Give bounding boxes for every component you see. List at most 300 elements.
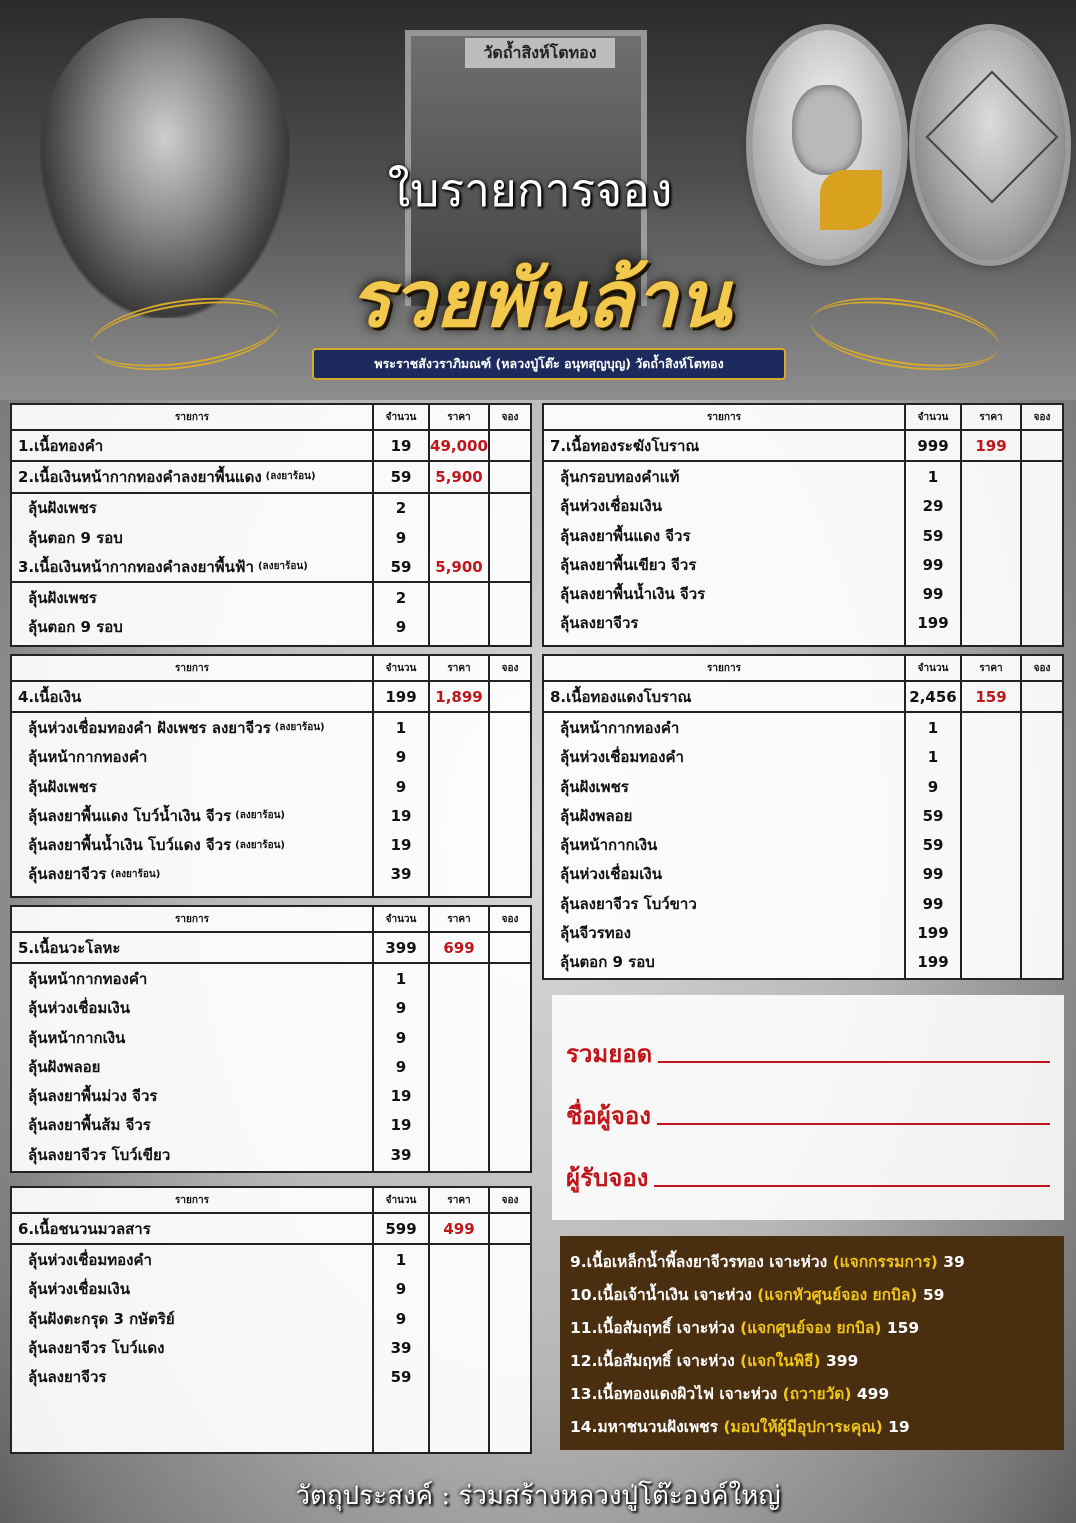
item-price: 499 xyxy=(428,1214,488,1243)
table-empty-fill xyxy=(544,977,1062,978)
col-header-book: จอง xyxy=(488,405,530,429)
item-price xyxy=(960,830,1020,859)
item-price xyxy=(428,583,488,612)
item-name xyxy=(12,1362,372,1391)
item-book-cell[interactable] xyxy=(1020,492,1062,521)
medal-front-image xyxy=(752,30,902,260)
total-label: รวมยอด xyxy=(566,1039,653,1068)
item-name-text: ลุ้นห่วงเชื่อมเงิน xyxy=(560,865,662,884)
item-name xyxy=(12,523,372,552)
table-items-1-3 xyxy=(10,403,532,647)
col-header-price: ราคา xyxy=(428,1188,488,1212)
item-qty: 9 xyxy=(372,1304,428,1333)
item-price: 5,900 xyxy=(428,462,488,491)
special-item-text: 9.เนื้อเหล็กน้ำพี้ลงยาจีวรทอง เจาะห่วง xyxy=(570,1253,828,1271)
item-price: 199 xyxy=(960,431,1020,460)
item-book-cell[interactable] xyxy=(488,462,530,491)
table-row-sub xyxy=(12,801,530,830)
special-item-qty: 19 xyxy=(888,1418,910,1436)
item-price xyxy=(428,1023,488,1052)
item-name-text: ลุ้นฝังพลอย xyxy=(560,806,633,825)
col-header-price: ราคา xyxy=(428,405,488,429)
empty-cell xyxy=(428,642,488,645)
item-name xyxy=(544,682,904,711)
item-book-cell[interactable] xyxy=(488,933,530,962)
item-book-cell[interactable] xyxy=(1020,521,1062,550)
empty-cell xyxy=(488,642,530,645)
page-title: ใบรายการจอง xyxy=(387,163,673,217)
item-qty: 2 xyxy=(372,494,428,523)
table-row-sub xyxy=(544,550,1062,579)
item-name-text: ลุ้นลงยาจีวร xyxy=(28,1368,107,1387)
item-qty: 19 xyxy=(372,1111,428,1140)
item-name xyxy=(544,609,904,638)
item-name xyxy=(12,1214,372,1243)
table-row-sub xyxy=(544,743,1062,772)
item-name-text: ลุ้นกรอบทองคำแท้ xyxy=(560,467,680,486)
item-name-text: ลุ้นหน้ากากเงิน xyxy=(28,1028,126,1047)
special-item xyxy=(570,1411,1054,1444)
empty-cell xyxy=(960,638,1020,645)
item-name xyxy=(544,772,904,801)
item-qty: 59 xyxy=(372,462,428,491)
booker-name-input-line[interactable] xyxy=(657,1122,1050,1125)
col-header-qty: จำนวน xyxy=(904,405,960,429)
item-price: 159 xyxy=(960,682,1020,711)
special-item-qty: 39 xyxy=(943,1253,965,1271)
booking-form xyxy=(552,995,1064,1220)
item-book-cell[interactable] xyxy=(1020,682,1062,711)
empty-cell xyxy=(1020,977,1062,978)
item-qty: 9 xyxy=(372,1052,428,1081)
item-book-cell[interactable] xyxy=(1020,550,1062,579)
table-inner xyxy=(12,907,530,1171)
item-name-text: ลุ้นตอก 9 รอบ xyxy=(28,528,123,547)
item-book-cell[interactable] xyxy=(1020,431,1062,460)
table-row-sub xyxy=(544,772,1062,801)
item-qty: 19 xyxy=(372,1081,428,1110)
table-row-sub xyxy=(12,523,530,552)
empty-cell xyxy=(488,1169,530,1171)
special-item-qty: 399 xyxy=(825,1352,859,1370)
table-header-row xyxy=(12,1188,530,1214)
item-name-text: ลุ้นฝังตะกรุด 3 กษัตริย์ xyxy=(28,1309,175,1328)
table-row-sub xyxy=(12,1275,530,1304)
item-book-cell[interactable] xyxy=(1020,830,1062,859)
item-price xyxy=(428,1275,488,1304)
item-name xyxy=(12,772,372,801)
table-row-main xyxy=(12,462,530,493)
item-book-cell[interactable] xyxy=(488,743,530,772)
item-book-cell[interactable] xyxy=(488,964,530,993)
item-name xyxy=(12,801,372,830)
special-item-note: (แจกศูนย์จอง ยกบิล) xyxy=(740,1319,882,1337)
item-qty: 9 xyxy=(372,772,428,801)
item-book-cell[interactable] xyxy=(1020,579,1062,608)
empty-cell xyxy=(1020,638,1062,645)
table-row-sub xyxy=(12,1304,530,1333)
header-banner-area xyxy=(0,0,1076,400)
col-header-qty: จำนวน xyxy=(904,656,960,680)
table-row-sub xyxy=(12,494,530,523)
item-price xyxy=(960,609,1020,638)
table-row-main xyxy=(12,552,530,583)
item-note: (ลงยาร้อน) xyxy=(265,471,316,483)
table-header-row xyxy=(544,656,1062,682)
item-price xyxy=(960,743,1020,772)
item-book-cell[interactable] xyxy=(1020,462,1062,491)
item-note: (ลงยาร้อน) xyxy=(274,722,325,734)
item-name-text: 6.เนื้อชนวนมวลสาร xyxy=(18,1219,151,1238)
item-name xyxy=(12,1304,372,1333)
special-item-text: 12.เนื้อสัมฤทธิ์ เจาะห่วง xyxy=(570,1352,735,1370)
item-name-text: ลุ้นลงยาพื้นน้ำเงิน จีวร xyxy=(560,585,706,604)
item-name-text: ลุ้นหน้ากากทองคำ xyxy=(28,748,148,767)
table-row-sub xyxy=(544,830,1062,859)
item-name xyxy=(12,830,372,859)
item-name xyxy=(544,431,904,460)
col-header-book: จอง xyxy=(488,656,530,680)
item-book-cell[interactable] xyxy=(488,1362,530,1391)
table-row-sub xyxy=(12,713,530,742)
shrine-sign: วัดถ้ำสิงห์โตทอง xyxy=(465,38,615,68)
item-name-text: ลุ้นฝังเพชร xyxy=(28,499,97,518)
special-item-note: (แจกหัวศูนย์จอง ยกบิล) xyxy=(757,1286,918,1304)
empty-cell xyxy=(428,889,488,896)
item-price xyxy=(428,830,488,859)
table-row-sub xyxy=(12,1111,530,1140)
table-empty-fill xyxy=(12,642,530,645)
purpose-footer: วัตถุประสงค์ : ร่วมสร้างหลวงปู่โต๊ะองค์ใหญ่ xyxy=(295,1481,781,1511)
item-name-text: 1.เนื้อทองคำ xyxy=(18,436,104,455)
table-row-sub xyxy=(544,492,1062,521)
item-qty: 99 xyxy=(904,550,960,579)
item-name xyxy=(12,743,372,772)
empty-cell xyxy=(488,889,530,896)
col-header-name: รายการ xyxy=(175,411,209,423)
special-item xyxy=(570,1246,1054,1279)
item-price xyxy=(960,492,1020,521)
col-header-book: จอง xyxy=(488,907,530,931)
col-header-qty: จำนวน xyxy=(372,1188,428,1212)
special-item xyxy=(570,1345,1054,1378)
item-qty: 9 xyxy=(904,772,960,801)
special-item-note: (มอบให้ผู้มีอุปการะคุณ) xyxy=(723,1418,883,1436)
item-name-text: ลุ้นฝังพลอย xyxy=(28,1057,101,1076)
item-name-text: ลุ้นตอก 9 รอบ xyxy=(28,618,123,637)
empty-cell xyxy=(544,638,904,645)
item-qty: 9 xyxy=(372,994,428,1023)
item-book-cell[interactable] xyxy=(488,1333,530,1362)
item-name xyxy=(12,462,372,491)
item-name-text: 5.เนื้อนวะโลหะ xyxy=(18,938,121,957)
collection-title: รวยพันล้าน xyxy=(349,254,731,345)
item-price xyxy=(428,964,488,993)
item-book-cell[interactable] xyxy=(488,682,530,711)
booker-name-field[interactable] xyxy=(552,1073,1064,1135)
table-inner xyxy=(12,405,530,645)
item-price xyxy=(428,1081,488,1110)
item-book-cell[interactable] xyxy=(488,1245,530,1274)
item-book-cell[interactable] xyxy=(488,801,530,830)
item-qty: 1 xyxy=(372,964,428,993)
empty-cell xyxy=(372,642,428,645)
item-name-text: ลุ้นห่วงเชื่อมเงิน xyxy=(28,1280,130,1299)
special-item-note: (ถวายวัด) xyxy=(782,1385,852,1403)
table-row-sub xyxy=(544,801,1062,830)
item-name xyxy=(544,860,904,889)
item-book-cell[interactable] xyxy=(488,1214,530,1243)
item-name-text: ลุ้นห่วงเชื่อมเงิน xyxy=(28,999,130,1018)
item-book-cell[interactable] xyxy=(488,1304,530,1333)
item-qty: 39 xyxy=(372,1333,428,1362)
item-name-text: ลุ้นฝังเพชร xyxy=(28,589,97,608)
item-qty: 9 xyxy=(372,1275,428,1304)
table-empty-fill xyxy=(12,1392,530,1452)
table-row-sub xyxy=(12,1140,530,1169)
item-name xyxy=(12,1023,372,1052)
item-book-cell[interactable] xyxy=(1020,801,1062,830)
item-name xyxy=(12,552,372,581)
special-item-note: (แจกกรรมการ) xyxy=(832,1253,938,1271)
item-name-text: ลุ้นลงยาจีวร โบว์แดง xyxy=(28,1338,165,1357)
item-name xyxy=(544,492,904,521)
table-inner xyxy=(544,405,1062,645)
item-price xyxy=(960,918,1020,947)
item-name xyxy=(12,994,372,1023)
item-price xyxy=(428,772,488,801)
item-qty: 999 xyxy=(904,431,960,460)
table-empty-fill xyxy=(544,638,1062,645)
item-name-text: 8.เนื้อทองแดงโบราณ xyxy=(550,687,692,706)
item-note: (ลงยาร้อน) xyxy=(110,868,161,880)
item-price xyxy=(960,550,1020,579)
special-item-text: 13.เนื้อทองแดงผิวไฟ เจาะห่วง xyxy=(570,1385,778,1403)
table-row-sub xyxy=(544,860,1062,889)
special-item-text: 10.เนื้อเจ้าน้ำเงิน เจาะห่วง xyxy=(570,1286,752,1304)
item-book-cell[interactable] xyxy=(488,772,530,801)
item-price xyxy=(428,1304,488,1333)
empty-cell xyxy=(372,1169,428,1171)
table-inner xyxy=(544,656,1062,978)
item-name xyxy=(12,964,372,993)
item-qty: 99 xyxy=(904,579,960,608)
item-name-text: ลุ้นลงยาพื้นเขียว จีวร xyxy=(560,555,697,574)
item-name xyxy=(544,462,904,491)
item-book-cell[interactable] xyxy=(488,583,530,612)
table-row-sub xyxy=(544,609,1062,638)
item-price: 5,900 xyxy=(428,552,488,581)
temple-banner: พระราชสังวราภิมณฑ์ (หลวงปู่โต๊ะ อนุทสุญบุญ) วัดถ้ำสิงห์โตทอง xyxy=(312,348,786,380)
item-qty: 9 xyxy=(372,523,428,552)
empty-cell xyxy=(904,977,960,978)
special-item-qty: 499 xyxy=(856,1385,890,1403)
item-name-text: ลุ้นห่วงเชื่อมทองคำ xyxy=(560,748,684,767)
table-row-sub xyxy=(12,1362,530,1391)
item-book-cell[interactable] xyxy=(1020,918,1062,947)
item-book-cell[interactable] xyxy=(1020,713,1062,742)
item-name xyxy=(544,918,904,947)
item-name xyxy=(12,1081,372,1110)
item-qty: 9 xyxy=(372,613,428,642)
item-book-cell[interactable] xyxy=(488,552,530,581)
item-book-cell[interactable] xyxy=(1020,609,1062,638)
table-row-sub xyxy=(544,948,1062,977)
item-book-cell[interactable] xyxy=(1020,743,1062,772)
item-book-cell[interactable] xyxy=(1020,948,1062,977)
empty-cell xyxy=(12,889,372,896)
table-row-sub xyxy=(12,994,530,1023)
item-name-text: 2.เนื้อเงินหน้ากากทองคำลงยาพื้นแดง xyxy=(18,467,262,486)
item-price xyxy=(428,1111,488,1140)
item-name xyxy=(544,830,904,859)
item-price xyxy=(428,860,488,889)
table-row-sub xyxy=(12,613,530,642)
item-book-cell[interactable] xyxy=(1020,889,1062,918)
item-qty: 59 xyxy=(372,552,428,581)
col-header-name: รายการ xyxy=(175,913,209,925)
col-header-book: จอง xyxy=(1020,656,1062,680)
item-name xyxy=(12,860,372,889)
table-header-row xyxy=(12,907,530,933)
item-price xyxy=(428,1245,488,1274)
item-book-cell[interactable] xyxy=(488,431,530,460)
item-name-text: ลุ้นลงยาจีวร xyxy=(28,865,107,884)
item-book-cell[interactable] xyxy=(488,523,530,552)
item-price xyxy=(960,521,1020,550)
item-name xyxy=(12,713,372,742)
item-qty: 199 xyxy=(904,948,960,977)
item-name-text: ลุ้นห่วงเชื่อมทองคำ ฝังเพชร ลงยาจีวร xyxy=(28,718,271,737)
col-header-name: รายการ xyxy=(707,411,741,423)
table-item-7 xyxy=(542,403,1064,647)
item-book-cell[interactable] xyxy=(488,713,530,742)
item-name-text: ลุ้นตอก 9 รอบ xyxy=(560,953,655,972)
table-item-6 xyxy=(10,1186,532,1454)
receiver-label: ผู้รับจอง xyxy=(566,1163,649,1192)
item-name-text: ลุ้นลงยาจีวร xyxy=(560,614,639,633)
item-name xyxy=(544,579,904,608)
empty-cell xyxy=(904,638,960,645)
item-book-cell[interactable] xyxy=(488,1081,530,1110)
empty-cell xyxy=(960,977,1020,978)
empty-cell xyxy=(12,1169,372,1171)
item-qty: 9 xyxy=(372,1023,428,1052)
item-price xyxy=(428,494,488,523)
item-qty: 29 xyxy=(904,492,960,521)
receiver-field[interactable] xyxy=(552,1135,1064,1197)
table-row-sub xyxy=(544,713,1062,742)
table-header-row xyxy=(12,405,530,431)
item-book-cell[interactable] xyxy=(488,613,530,642)
item-qty: 399 xyxy=(372,933,428,962)
item-note: (ลงยาร้อน) xyxy=(235,839,285,851)
table-row-sub xyxy=(12,1023,530,1052)
special-item-qty: 159 xyxy=(886,1319,920,1337)
item-name xyxy=(12,1245,372,1274)
receiver-input-line[interactable] xyxy=(654,1184,1050,1187)
medal-back-image xyxy=(915,30,1065,260)
item-note: (ลงยาร้อน) xyxy=(257,561,308,573)
table-row-sub xyxy=(12,1333,530,1362)
special-items-list xyxy=(560,1236,1064,1450)
col-header-price: ราคา xyxy=(960,656,1020,680)
item-qty: 2 xyxy=(372,583,428,612)
item-name-text: ลุ้นห่วงเชื่อมทองคำ xyxy=(28,1250,152,1269)
item-price xyxy=(960,713,1020,742)
item-qty: 99 xyxy=(904,860,960,889)
item-book-cell[interactable] xyxy=(488,830,530,859)
table-row-sub xyxy=(544,521,1062,550)
table-row-sub xyxy=(12,830,530,859)
item-name-text: ลุ้นจีวรทอง xyxy=(560,924,631,943)
item-name xyxy=(544,889,904,918)
item-qty: 1 xyxy=(904,713,960,742)
item-book-cell[interactable] xyxy=(488,860,530,889)
item-name-text: ลุ้นฝังเพชร xyxy=(560,777,629,796)
item-name-text: ลุ้นลงยาจีวร โบว์เขียว xyxy=(28,1145,171,1164)
item-qty: 59 xyxy=(904,801,960,830)
item-name xyxy=(12,1275,372,1304)
item-name-text: ลุ้นลงยาพื้นม่วง จีวร xyxy=(28,1087,158,1106)
table-row-sub xyxy=(544,918,1062,947)
item-book-cell[interactable] xyxy=(488,1023,530,1052)
item-price xyxy=(428,994,488,1023)
item-name-text: ลุ้นหน้ากากทองคำ xyxy=(28,969,148,988)
item-book-cell[interactable] xyxy=(488,994,530,1023)
table-item-5 xyxy=(10,905,532,1173)
table-inner xyxy=(12,656,530,896)
item-price xyxy=(428,1362,488,1391)
item-book-cell[interactable] xyxy=(488,494,530,523)
item-name-text: 3.เนื้อเงินหน้ากากทองคำลงยาพื้นฟ้า xyxy=(18,557,254,576)
special-item-qty: 59 xyxy=(922,1286,945,1304)
table-row-main xyxy=(12,1214,530,1245)
special-item xyxy=(570,1378,1054,1411)
item-price xyxy=(428,1333,488,1362)
table-row-sub xyxy=(544,579,1062,608)
item-book-cell[interactable] xyxy=(1020,772,1062,801)
item-name xyxy=(12,1111,372,1140)
table-row-sub xyxy=(12,1245,530,1274)
item-book-cell[interactable] xyxy=(488,1275,530,1304)
item-name xyxy=(12,613,372,642)
total-field[interactable] xyxy=(552,1011,1064,1073)
item-book-cell[interactable] xyxy=(488,1111,530,1140)
col-header-name: รายการ xyxy=(175,1194,209,1206)
item-qty: 99 xyxy=(904,889,960,918)
item-name xyxy=(544,948,904,977)
table-header-row xyxy=(12,656,530,682)
table-item-4 xyxy=(10,654,532,898)
empty-cell xyxy=(488,1392,530,1452)
item-price xyxy=(960,772,1020,801)
item-book-cell[interactable] xyxy=(488,1140,530,1169)
table-row-sub xyxy=(12,772,530,801)
item-qty: 1 xyxy=(904,743,960,772)
item-name xyxy=(12,933,372,962)
item-book-cell[interactable] xyxy=(1020,860,1062,889)
table-empty-fill xyxy=(12,1169,530,1171)
item-qty: 19 xyxy=(372,431,428,460)
item-price xyxy=(960,801,1020,830)
table-row-main xyxy=(544,431,1062,462)
item-name xyxy=(544,713,904,742)
item-book-cell[interactable] xyxy=(488,1052,530,1081)
total-input-line[interactable] xyxy=(658,1060,1050,1063)
item-name xyxy=(544,743,904,772)
item-name-text: ลุ้นฝังเพชร xyxy=(28,777,97,796)
